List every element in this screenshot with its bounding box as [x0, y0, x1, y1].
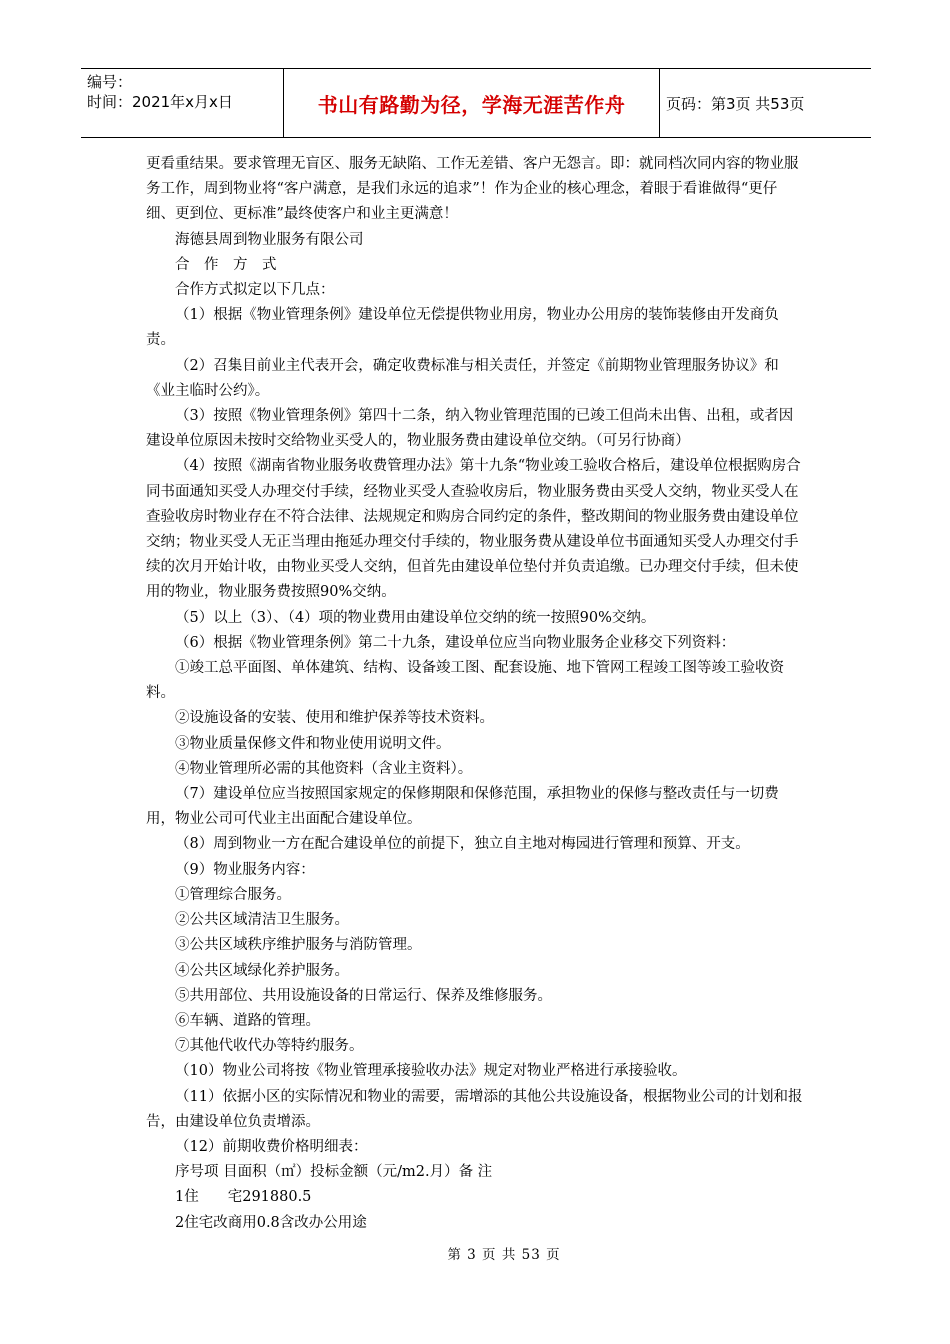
body-paragraph: （7）建设单位应当按照国家规定的保修期限和保修范围，承担物业的保修与整改责任与一切费用，物业公司可代业主出面配合建设单位。 [146, 786, 779, 828]
body-paragraph: ②公共区域清洁卫生服务。 [175, 912, 349, 929]
body-paragraph: ③公共区域秩序维护服务与消防管理。 [175, 937, 422, 954]
body-paragraph: ④物业管理所必需的其他资料（含业主资料）。 [175, 760, 473, 777]
body-paragraph: ④公共区域绿化养护服务。 [175, 962, 349, 979]
header-page-info: 页码：第3页 共53页 [666, 94, 805, 113]
body-paragraph: ⑦其他代收代办等特约服务。 [175, 1038, 364, 1055]
body-paragraph: 2住宅改商用0.8含改办公用途 [175, 1214, 367, 1231]
body-paragraph: ⑤共用部位、共用设施设备的日常运行、保养及维修服务。 [175, 987, 552, 1004]
body-paragraph: ①管理综合服务。 [175, 886, 291, 903]
body-paragraph: （12）前期收费价格明细表： [175, 1138, 368, 1155]
body-paragraph: ②设施设备的安装、使用和维护保养等技术资料。 [175, 710, 494, 727]
header-motto-cell [284, 69, 660, 137]
body-paragraph: 序号项 目面积（㎡）投标金额（元/m2.月）备 注 [175, 1164, 493, 1181]
body-paragraph: ③物业质量保修文件和物业使用说明文件。 [175, 735, 451, 752]
document-time-label: 时间：2021年x月x日 [87, 93, 233, 111]
document-number-label: 编号： [87, 73, 133, 91]
body-paragraph: （1）根据《物业管理条例》建设单位无偿提供物业用房，物业办公用房的装饰装修由开发商负责。 [146, 307, 779, 349]
body-paragraph: （5）以上（3）、（4）项的物业费用由建设单位交纳的统一按照90%交纳。 [175, 609, 656, 626]
body-paragraph: ⑥车辆、道路的管理。 [175, 1012, 320, 1029]
page-header [81, 68, 871, 138]
body-paragraph: （11）依据小区的实际情况和物业的需要，需增添的其他公共设施设备，根据物业公司的计划和报告，由建设单位负责增添。 [146, 1088, 803, 1130]
body-paragraph: 合作方式拟定以下几点： [175, 282, 335, 299]
document-body [146, 152, 806, 1236]
body-paragraph: 1住 宅291880.5 [175, 1189, 312, 1206]
body-paragraph: 更看重结果。要求管理无盲区、服务无缺陷、工作无差错、客户无怨言。即：就同档次同内容的物业服务工作，周到物业将“客户满意，是我们永远的追求”！作为企业的核心理念，着眼于看谁做得“更仔细、更到位、更标准”最终使客户和业主更满意！ [146, 156, 799, 223]
body-paragraph: （9）物业服务内容： [175, 861, 315, 878]
body-paragraph: （10）物业公司将按《物业管理承接验收办法》规定对物业严格进行承接验收。 [175, 1063, 687, 1080]
body-paragraph: （4）按照《湖南省物业服务收费管理办法》第十九条“物业竣工验收合格后，建设单位根据购房合同书面通知买受人办理交付手续，经物业买受人查验收房后，物业服务费由买受人交纳，物业买受人在查验收房时物业存在不符合法律、法规规定和购房合同约定的条件，整改期间的物业服务费由建设单位交纳；物业买受人无正当理由拖延办理交付手续的，物业服务费从建设单位书面通知买受人办理交付手续的次月开始计收，由物业买受人交纳，但首先由建设单位垫付并负责追缴。已办理交付手续，但未使用的物业，物业服务费按照90%交纳。 [146, 458, 801, 601]
body-paragraph: （3）按照《物业管理条例》第四十二条，纳入物业管理范围的已竣工但尚未出售、出租，或者因建设单位原因未按时交给物业买受人的，物业服务费由建设单位交纳。（可另行协商） [146, 408, 794, 450]
body-paragraph: 海德县周到物业服务有限公司 [175, 231, 364, 248]
header-motto: 书山有路勤为径，学海无涯苦作舟 [317, 92, 626, 117]
header-meta [81, 69, 284, 137]
body-paragraph: （8）周到物业一方在配合建设单位的前提下，独立自主地对梅园进行管理和预算、开支。 [175, 836, 750, 853]
body-paragraph: 合 作 方 式 [175, 256, 277, 273]
body-paragraph: （6）根据《物业管理条例》第二十九条，建设单位应当向物业服务企业移交下列资料： [175, 634, 736, 651]
body-paragraph: ①竣工总平面图、单体建筑、结构、设备竣工图、配套设施、地下管网工程竣工图等竣工验收资料。 [146, 660, 784, 702]
page-footer: 第 3 页 共 53 页 [447, 1247, 561, 1263]
body-paragraph: （2）召集目前业主代表开会，确定收费标准与相关责任，并签定《前期物业管理服务协议》和《业主临时公约》。 [146, 357, 779, 399]
